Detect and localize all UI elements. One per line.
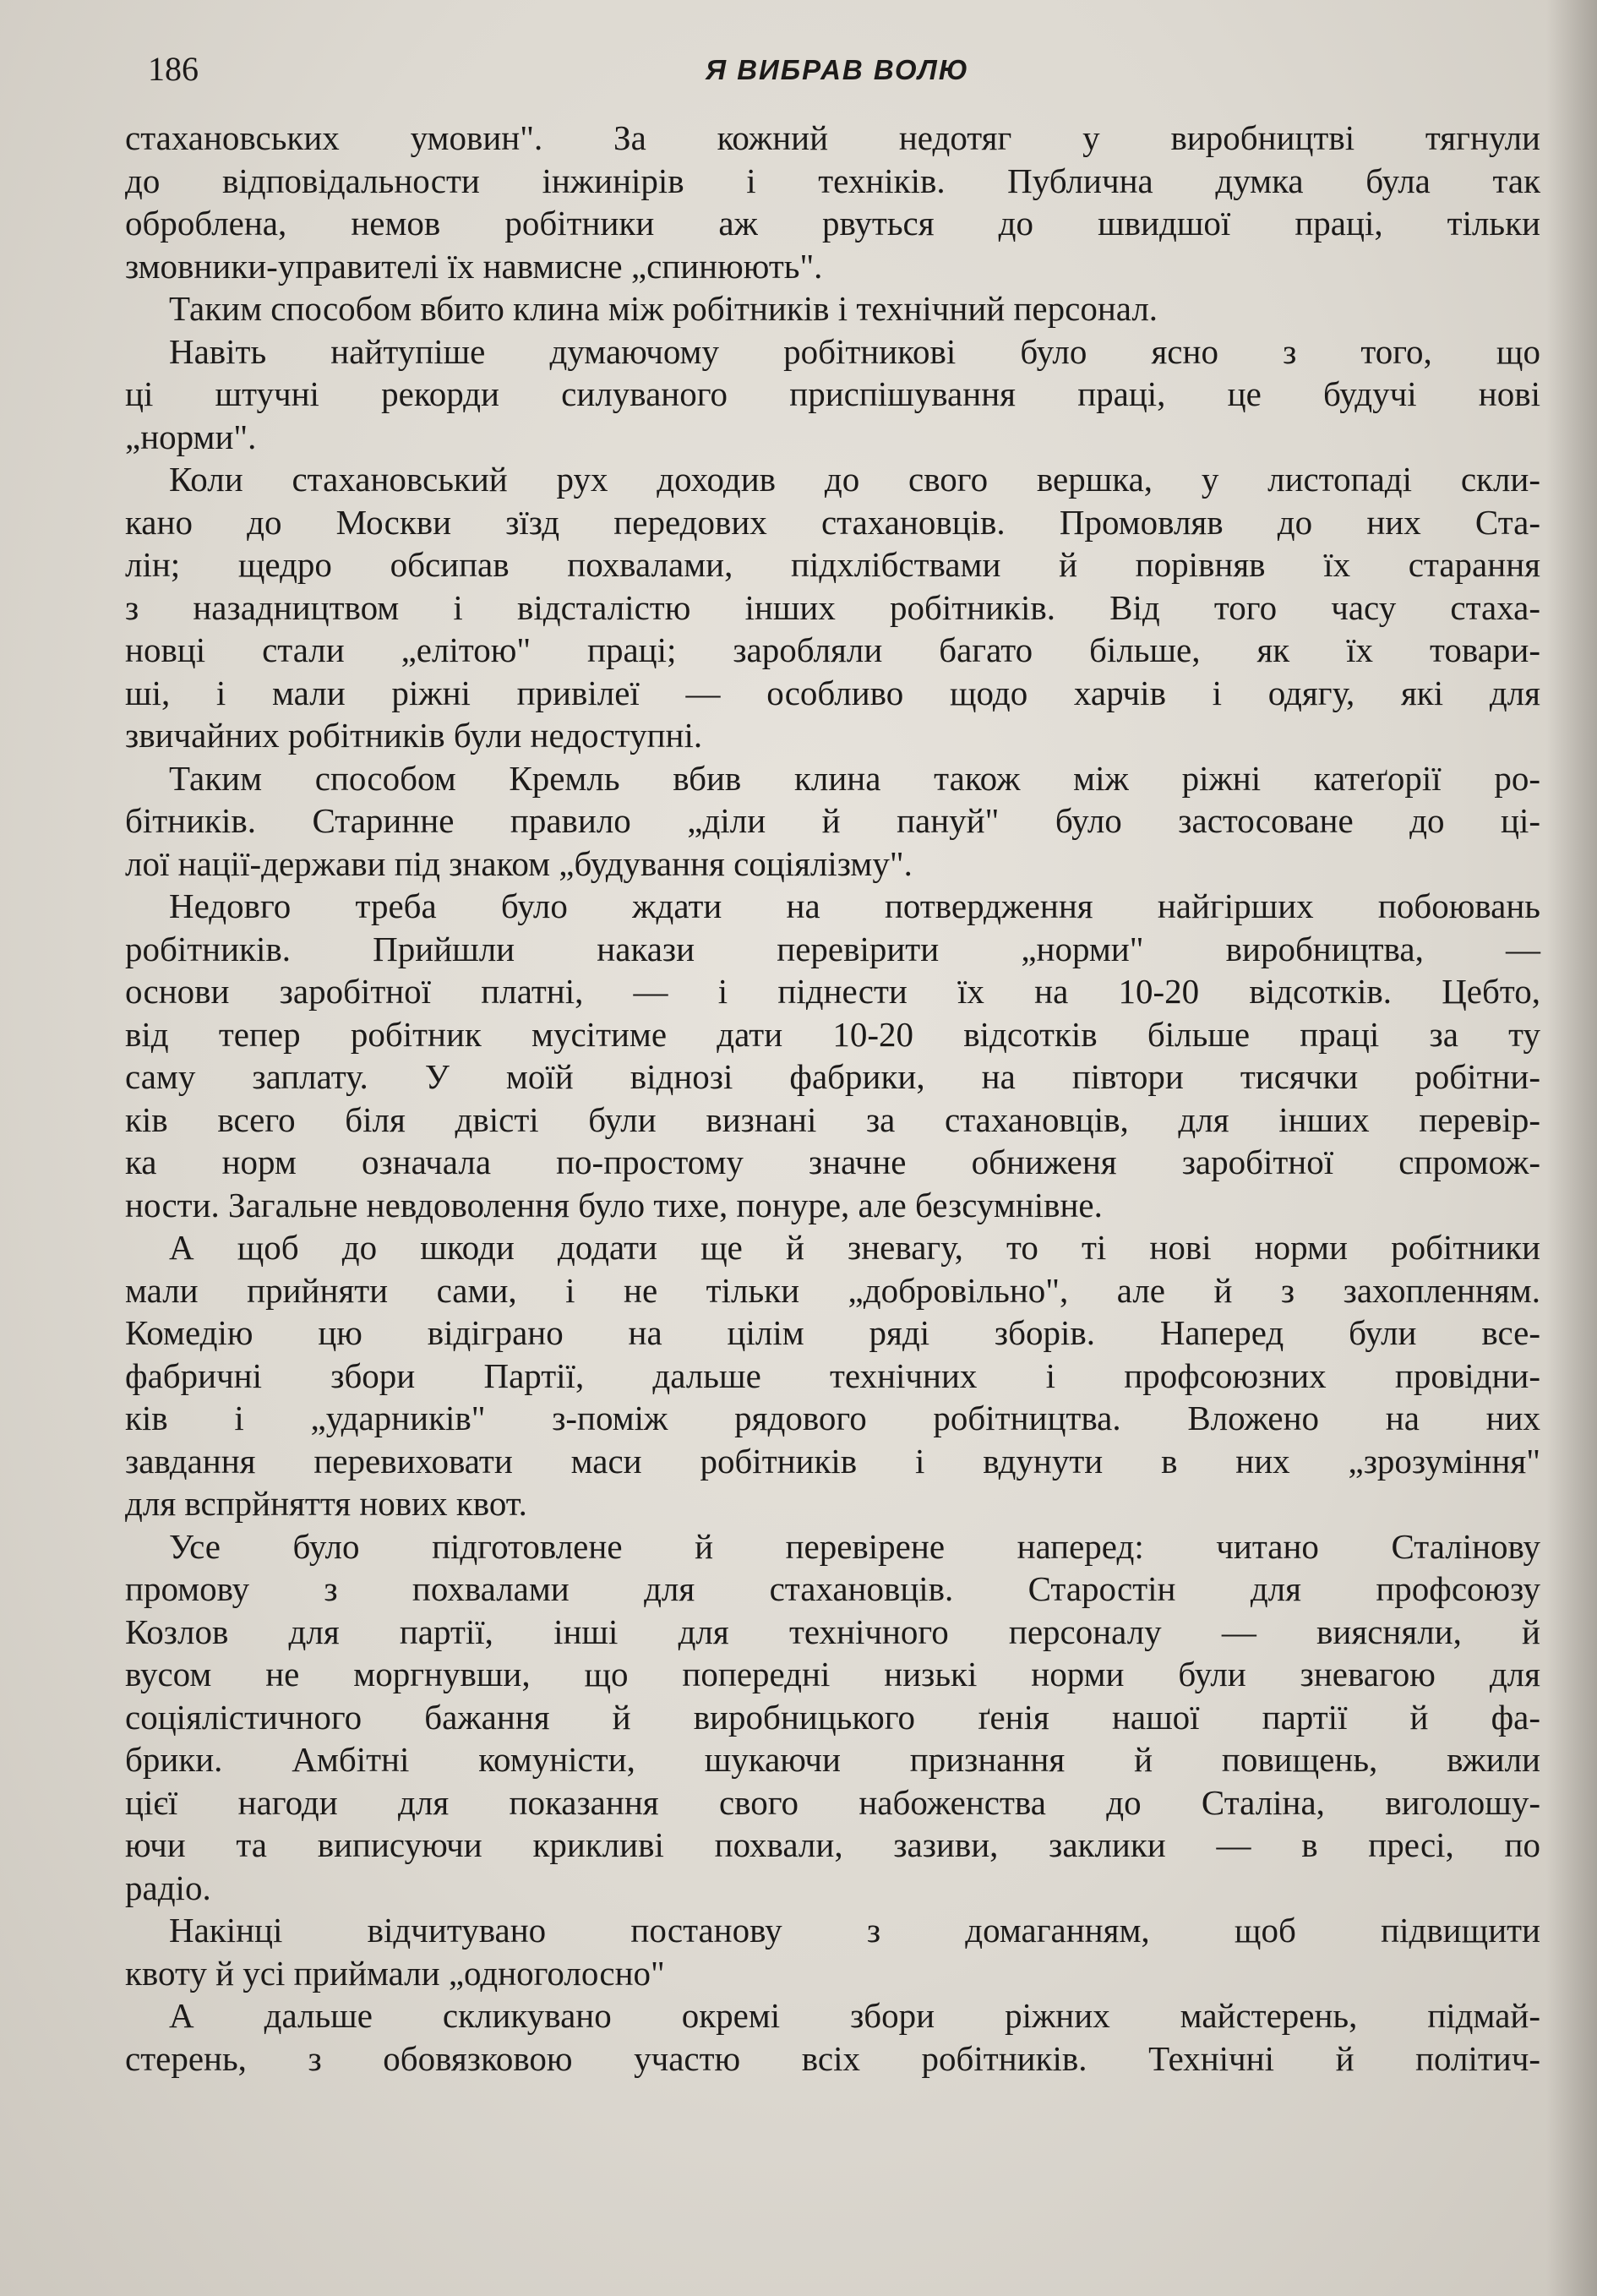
text-line: саму заплату. У моїй віднозі фабрики, на півтори тисячки робітни- [125, 1057, 1540, 1096]
text-line: Накінці відчитувано постанову з домаганням, щоб підвищити [169, 1911, 1540, 1950]
text-line: ка норм означала по-простому значне обниженя заробітної спромож- [125, 1143, 1540, 1181]
text-line: Недовго треба було ждати на потвердження найгірших побоювань [169, 886, 1540, 925]
text-line: А щоб до шкоди додати ще й зневагу, то ті нові норми робітники [169, 1228, 1540, 1267]
text-line: звичайних робітників були недоступні. [125, 716, 703, 755]
text-line: стахановських умовин". За кожний недотяг у виробництві тягнули [125, 118, 1540, 157]
text-line: Таким способом Кремль вбив клина також між ріжні катеґорії ро- [169, 758, 1540, 798]
text-line: завдання перевиховати маси робітників і вдунути в них „зрозуміння" [125, 1441, 1540, 1481]
text-line: брики. Амбітні комуністи, шукаючи признання й повищень, вжили [125, 1740, 1540, 1779]
text-line: цієї нагоди для показання свого набоженства до Сталіна, виголошу- [125, 1782, 1540, 1822]
text-line: ків і „ударників" з-поміж рядового робітництва. Вложено на них [125, 1399, 1540, 1437]
text-line: стерень, з обовязковою участю всіх робітників. Технічні й політич- [125, 2038, 1540, 2078]
text-line: основи заробітної платні, — і піднести їх на 10-20 відсотків. Цебто, [125, 972, 1540, 1011]
text-line: „норми". [125, 417, 257, 456]
running-title: Я ВИБРАВ ВОЛЮ [706, 54, 970, 85]
text-line: для вспрйняття нових квот. [125, 1484, 527, 1523]
text-line: Усе було підготовлене й перевірене наперед: читано Сталінову [169, 1526, 1540, 1566]
text-line: Комедію цю відіграно на цілім ряді зборів. Наперед були все- [125, 1313, 1540, 1352]
text-line: робітників. Прийшли накази перевірити „норми" виробництва, — [125, 929, 1540, 968]
text-line: бітників. Старинне правило „діли й пануй" було застосоване до ці- [125, 801, 1540, 840]
text-line: Таким способом вбито клина між робітників і технічний персонал. [169, 289, 1158, 328]
text-line: мали прийняти сами, і не тільки „добровільно", але й з захопленням. [125, 1270, 1540, 1310]
text-line: Коли стахановський рух доходив до свого вершка, у листопаді скли- [169, 460, 1540, 499]
text-line: промову з похвалами для стахановців. Старостін для профсоюзу [125, 1569, 1540, 1608]
text-line: від тепер робітник мусітиме дати 10-20 відсотків більше праці за ту [125, 1014, 1540, 1054]
text-line: змовники-управителі їх навмисне „спинюють". [125, 246, 823, 286]
text-line: до відповідальности інжинірів і техніків. Публична думка була так [125, 161, 1540, 200]
text-line: соціялістичного бажання й виробницького ґенія нашої партії й фа- [125, 1697, 1540, 1737]
text-line: оброблена, немов робітники аж рвуться до швидшої праці, тільки [125, 204, 1540, 243]
text-line: А дальше скликувано окремі збори ріжних майстерень, підмай- [169, 1996, 1540, 2035]
text-line: ші, і мали ріжні привілеї — особливо щодо харчів і одягу, які для [125, 673, 1540, 712]
text-line: ків всего біля двісті були визнані за стахановців, для інших перевір- [125, 1099, 1540, 1139]
text-line: радіо. [125, 1868, 211, 1907]
text-line: ці штучні рекорди силуваного приспішування праці, це будучі нові [125, 374, 1540, 413]
text-line: з назадництвом і відсталістю інших робітників. Від того часу стаха- [125, 587, 1540, 627]
text-line: лін; щедро обсипав похвалами, підхлібствами й порівняв їх старання [125, 545, 1540, 584]
text-line: ючи та виписуючи крикливі похвали, зазиви, заклики — в пресі, по [125, 1825, 1540, 1864]
text-line: квоту й усі приймали „одноголосно" [125, 1953, 665, 1993]
text-line: лої нації-держави під знаком „будування соціялізму". [125, 843, 913, 883]
text-line: Козлов для партії, інші для технічного персоналу — виясняли, й [125, 1612, 1540, 1651]
text-line: Навіть найтупіше думаючому робітникові було ясно з того, що [169, 331, 1540, 371]
text-line: фабричні збори Партії, дальше технічних і профсоюзних провідни- [125, 1355, 1540, 1395]
body-text [125, 117, 1540, 2080]
page-header [148, 49, 1542, 93]
text-line: кано до Москви зїзд передових стахановців. Промовляв до них Ста- [125, 502, 1540, 542]
page-number: 186 [148, 50, 199, 88]
text-line: новці стали „елітою" праці; заробляли багато більше, як їх товари- [125, 630, 1540, 669]
text-line: ности. Загальне невдоволення було тихе, понуре, але безсумнівне. [125, 1185, 1103, 1224]
text-line: вусом не моргнувши, що попередні низькі норми були зневагою для [125, 1655, 1540, 1693]
